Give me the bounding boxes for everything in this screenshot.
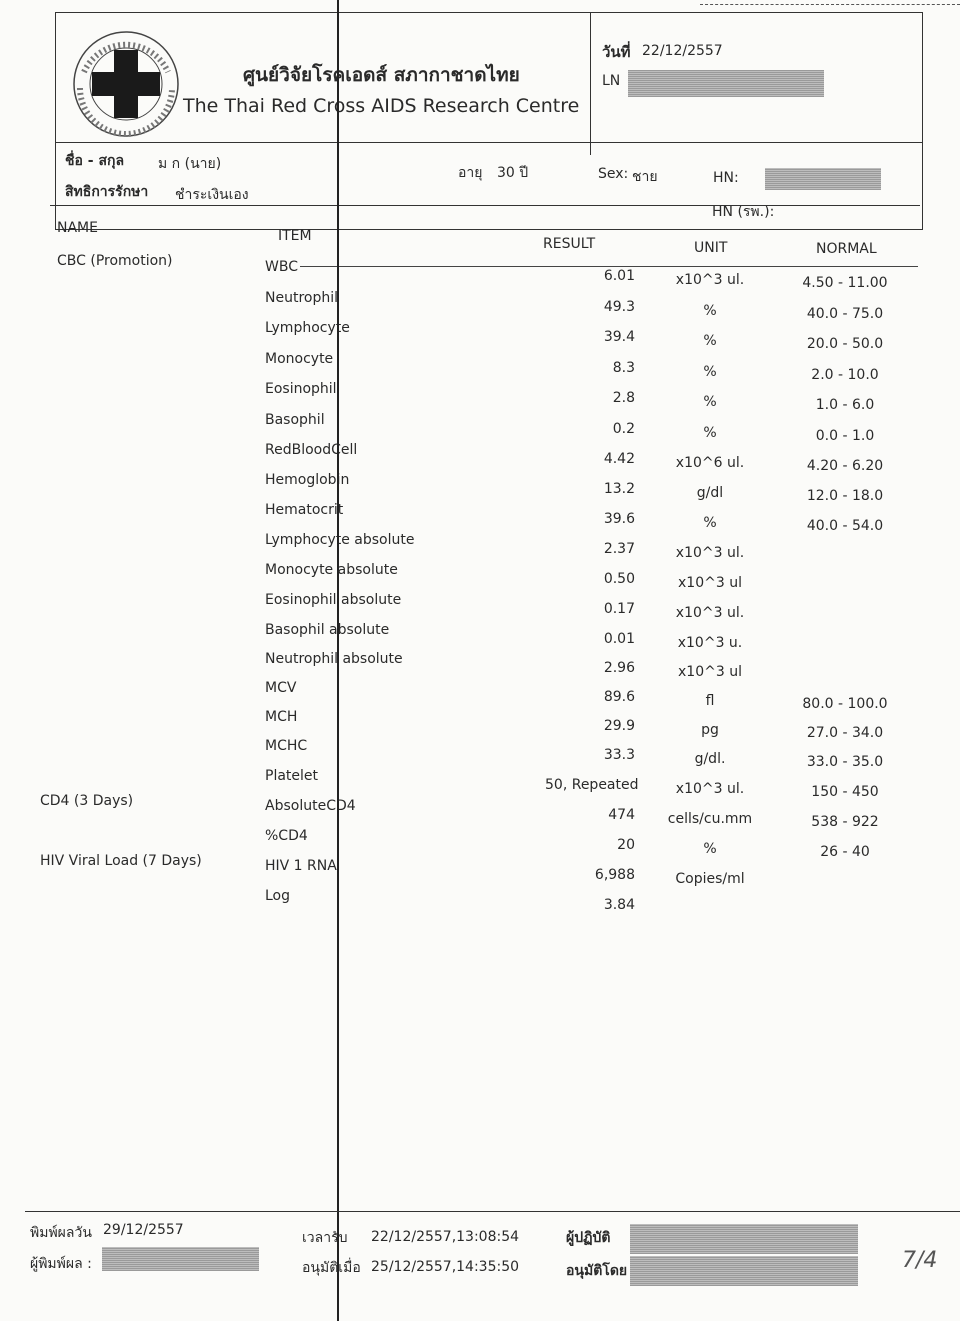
received-label: เวลารับ [302, 1230, 348, 1246]
result-cell: 2.96 [603, 660, 635, 676]
approved-time-value: 25/12/2557,14:35:50 [371, 1259, 520, 1275]
print-date-value: 29/12/2557 [103, 1222, 184, 1238]
sex-value: ชาย [632, 169, 658, 185]
item-cell: WBC [265, 259, 298, 275]
date-label: วันที่ [602, 43, 631, 61]
unit-cell: g/dl. [694, 751, 726, 767]
age-label: อายุ [458, 165, 483, 181]
item-cell: Eosinophil [265, 381, 337, 397]
print-date-label: พิมพ์ผลวัน [30, 1225, 92, 1241]
footer-line [25, 1211, 960, 1212]
unit-cell: Copies/ml [675, 871, 745, 887]
item-cell: Hemoglobin [265, 472, 350, 488]
result-cell: 6,988 [594, 867, 635, 883]
result-cell: 49.3 [603, 299, 635, 315]
approver-redacted [630, 1256, 858, 1286]
unit-cell: % [703, 841, 717, 857]
ln-redacted [628, 70, 824, 97]
unit-cell: x10^3 ul [678, 664, 742, 680]
red-cross-logo-icon [70, 28, 182, 140]
col-normal: NORMAL [816, 241, 877, 257]
result-cell: 20 [617, 837, 635, 853]
operator-redacted [630, 1224, 858, 1254]
result-cell: 39.6 [603, 511, 635, 527]
item-cell: Lymphocyte [265, 320, 350, 336]
item-cell: %CD4 [265, 828, 308, 844]
ln-label: LN [602, 73, 621, 89]
col-result: RESULT [543, 236, 596, 252]
unit-cell: x10^3 ul. [675, 545, 745, 561]
unit-cell: x10^3 u. [677, 635, 743, 651]
normal-cell: 1.0 - 6.0 [815, 397, 875, 413]
unit-cell: % [703, 364, 717, 380]
item-cell: MCH [265, 709, 298, 725]
normal-cell: 20.0 - 50.0 [806, 336, 884, 352]
result-cell: 2.37 [603, 541, 635, 557]
normal-cell: 33.0 - 35.0 [806, 754, 884, 770]
age-value: 30 ปี [497, 165, 529, 181]
result-cell: 89.6 [603, 689, 635, 705]
result-cell: 8.3 [612, 360, 635, 376]
item-cell: Monocyte absolute [265, 562, 398, 578]
normal-cell: 26 - 40 [820, 844, 870, 860]
unit-cell: cells/cu.mm [667, 811, 753, 827]
normal-cell: 80.0 - 100.0 [802, 696, 888, 712]
hn-hospital-label: HN (รพ.): [712, 204, 775, 220]
normal-cell: 0.0 - 1.0 [815, 428, 875, 444]
table-header-bottom-line [300, 266, 918, 267]
result-cell: 33.3 [603, 747, 635, 763]
result-cell: 29.9 [603, 718, 635, 734]
group-cbc: CBC (Promotion) [57, 253, 173, 269]
item-cell: Eosinophil absolute [265, 592, 402, 608]
result-cell: 0.2 [612, 421, 635, 437]
header-divider-vertical [590, 12, 591, 155]
rights-label: สิทธิการรักษา [65, 184, 149, 200]
normal-cell: 4.20 - 6.20 [806, 458, 884, 474]
printer-label: ผู้พิมพ์ผล : [30, 1256, 92, 1272]
normal-cell: 27.0 - 34.0 [806, 725, 884, 741]
unit-cell: g/dl [696, 485, 724, 501]
operator-label: ผู้ปฏิบัติ [566, 1230, 611, 1246]
result-cell: 50, Repeated [545, 777, 639, 793]
col-name: NAME [57, 220, 98, 236]
approved-time-label: อนุมัติเมื่อ [302, 1260, 361, 1276]
printer-redacted [102, 1247, 259, 1271]
unit-cell: % [703, 515, 717, 531]
item-cell: Neutrophil absolute [265, 651, 403, 667]
item-cell: Log [265, 888, 291, 904]
item-cell: HIV 1 RNA [265, 858, 337, 874]
normal-cell: 40.0 - 54.0 [806, 518, 884, 534]
table-header-top-line [50, 205, 920, 206]
centre-title-thai: ศูนย์วิจัยโรคเอดส์ สภากาชาดไทย [243, 64, 520, 86]
item-cell: Monocyte [265, 351, 334, 367]
item-cell: Lymphocyte absolute [265, 532, 415, 548]
name-value: ม ก (นาย) [158, 156, 222, 172]
item-cell: Basophil [265, 412, 325, 428]
received-value: 22/12/2557,13:08:54 [371, 1229, 520, 1245]
unit-cell: x10^3 ul. [675, 272, 745, 288]
date-value: 22/12/2557 [642, 43, 723, 59]
centre-title-english: The Thai Red Cross AIDS Research Centre [183, 95, 580, 117]
item-cell: Platelet [265, 768, 319, 784]
item-cell: MCV [265, 680, 297, 696]
group-hiv-viral-load: HIV Viral Load (7 Days) [40, 853, 202, 869]
result-cell: 0.01 [603, 631, 635, 647]
group-cd4: CD4 (3 Days) [40, 793, 134, 809]
unit-cell: fl [705, 693, 715, 709]
result-cell: 6.01 [603, 268, 635, 284]
scan-artifact-line [337, 0, 339, 1321]
result-cell: 0.50 [603, 571, 635, 587]
item-cell: RedBloodCell [265, 442, 358, 458]
result-cell: 13.2 [603, 481, 635, 497]
result-cell: 4.42 [603, 451, 635, 467]
approver-label: อนุมัติโดย [566, 1263, 628, 1279]
result-cell: 0.17 [603, 601, 635, 617]
normal-cell: 150 - 450 [811, 784, 879, 800]
unit-cell: pg [701, 722, 719, 738]
unit-cell: % [703, 303, 717, 319]
normal-cell: 2.0 - 10.0 [811, 367, 879, 383]
result-cell: 39.4 [603, 329, 635, 345]
hn-label: HN: [713, 170, 739, 186]
name-label: ชื่อ - สกุล [65, 153, 125, 169]
unit-cell: x10^6 ul. [675, 455, 745, 471]
result-cell: 3.84 [603, 897, 635, 913]
page-mark: 7/4 [902, 1248, 938, 1273]
normal-cell: 12.0 - 18.0 [806, 488, 884, 504]
item-cell: Hematocrit [265, 502, 344, 518]
header-divider-horizontal [55, 142, 923, 143]
normal-cell: 4.50 - 11.00 [802, 275, 888, 291]
item-cell: Neutrophil [265, 290, 339, 306]
unit-cell: % [703, 333, 717, 349]
item-cell: Basophil absolute [265, 622, 390, 638]
item-cell: AbsoluteCD4 [265, 798, 356, 814]
hn-redacted [765, 168, 881, 190]
rights-value: ชำระเงินเอง [175, 187, 249, 203]
col-unit: UNIT [694, 240, 728, 256]
normal-cell: 40.0 - 75.0 [806, 306, 884, 322]
sex-label: Sex: [598, 166, 629, 182]
top-edge-line [700, 4, 960, 5]
unit-cell: x10^3 ul [678, 575, 742, 591]
unit-cell: x10^3 ul. [675, 781, 745, 797]
result-cell: 474 [608, 807, 635, 823]
unit-cell: x10^3 ul. [675, 605, 745, 621]
unit-cell: % [703, 425, 717, 441]
result-cell: 2.8 [612, 390, 635, 406]
col-item: ITEM [278, 228, 312, 244]
unit-cell: % [703, 394, 717, 410]
normal-cell: 538 - 922 [811, 814, 879, 830]
item-cell: MCHC [265, 738, 308, 754]
